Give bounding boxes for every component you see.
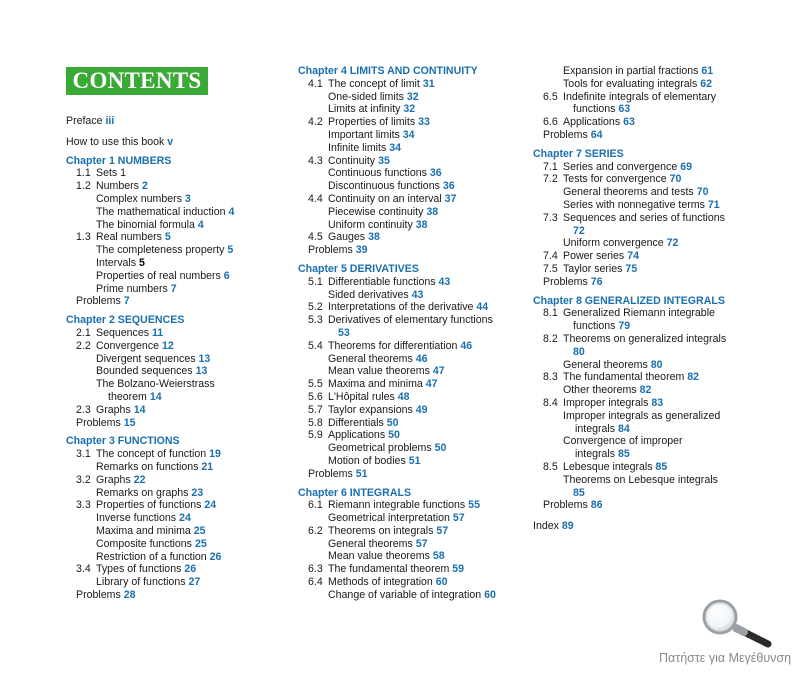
toc-section[interactable]: 4.3 Continuity 35 [308, 154, 390, 167]
toc-problems[interactable]: Problems 28 [76, 588, 136, 601]
toc-section[interactable]: 2.2 Convergence 12 [76, 339, 174, 352]
toc-subsection[interactable]: The Bolzano-Weierstrass [96, 378, 215, 391]
toc-section[interactable]: 7.1 Series and convergence 69 [543, 160, 693, 173]
toc-subsection-continued[interactable]: integrals 85 [575, 448, 630, 461]
toc-subsection[interactable]: Theorems on Lebesque integrals [563, 473, 718, 486]
toc-section[interactable]: 2.3 Graphs 14 [76, 403, 146, 416]
toc-subsection[interactable]: Geometrical problems 50 [328, 442, 447, 455]
chapter-title[interactable]: Chapter 1 NUMBERS [66, 154, 172, 167]
toc-column-2 [298, 65, 528, 602]
chapter-title[interactable]: Chapter 7 SERIES [533, 147, 624, 160]
toc-section[interactable]: 2.1 Sequences 11 [76, 326, 164, 339]
toc-column-3 [533, 65, 773, 533]
toc-entry-preface[interactable]: Preface iii [66, 115, 115, 127]
chapter-title[interactable]: Chapter 2 SEQUENCES [66, 314, 185, 327]
toc-subsection[interactable]: Uniform convergence 72 [563, 237, 679, 250]
toc-section[interactable]: 3.3 Properties of functions 24 [76, 499, 217, 512]
toc-problems[interactable]: Problems 86 [543, 499, 603, 512]
toc-subsection[interactable]: Library of functions 27 [96, 576, 201, 589]
toc-subsection[interactable]: Mean value theorems 47 [328, 365, 445, 378]
toc-problems[interactable]: Problems 64 [543, 128, 603, 141]
toc-section[interactable]: 5.8 Differentials 50 [308, 416, 399, 429]
toc-section[interactable]: 8.3 The fundamental theorem 82 [543, 371, 700, 384]
toc-section[interactable]: 5.5 Maxima and minima 47 [308, 378, 438, 391]
toc-section[interactable]: 5.4 Theorems for differentiation 46 [308, 339, 473, 352]
toc-section[interactable]: 1.1 Sets 1 [76, 167, 127, 180]
toc-subsection[interactable]: Continuous functions 36 [328, 167, 442, 180]
toc-subsection[interactable]: General theorems and tests 70 [563, 186, 709, 199]
toc-subsection[interactable]: Tools for evaluating integrals 62 [563, 77, 713, 90]
toc-subsection[interactable]: The completeness property 5 [96, 244, 234, 257]
toc-section[interactable]: 5.7 Taylor expansions 49 [308, 403, 428, 416]
toc-subsection[interactable]: Other theorems 82 [563, 384, 652, 397]
toc-subsection[interactable]: Properties of real numbers 6 [96, 269, 230, 282]
toc-section-continued[interactable]: functions 79 [573, 320, 631, 333]
toc-section[interactable]: 7.2 Tests for convergence 70 [543, 173, 682, 186]
toc-subsection[interactable]: Discontinuous functions 36 [328, 180, 455, 193]
toc-section[interactable]: 1.3 Real numbers 5 [76, 231, 171, 244]
toc-subsection[interactable]: Complex numbers 3 [96, 192, 191, 205]
toc-section[interactable]: 4.2 Properties of limits 33 [308, 116, 430, 129]
contents-banner: CONTENTS [66, 67, 208, 95]
toc-subsection[interactable]: Maxima and minima 25 [96, 524, 206, 537]
toc-subsection[interactable]: Expansion in partial fractions 61 [563, 65, 714, 77]
toc-section[interactable]: 6.3 The fundamental theorem 59 [308, 563, 465, 576]
toc-section-continued[interactable]: 53 [338, 326, 350, 339]
toc-subsection[interactable]: Improper integrals as generalized [563, 409, 721, 422]
toc-section[interactable]: 4.4 Continuity on an interval 37 [308, 192, 457, 205]
toc-section[interactable]: 1.2 Numbers 2 [76, 180, 148, 193]
toc-subsection[interactable]: Intervals 5 [96, 256, 145, 269]
toc-section[interactable]: 6.2 Theorems on integrals 57 [308, 524, 449, 537]
toc-subsection[interactable]: Sided derivatives 43 [328, 288, 424, 301]
toc-subsection-continued[interactable]: 85 [573, 486, 585, 499]
toc-subsection[interactable]: General theorems 57 [328, 537, 428, 550]
toc-subsection[interactable]: Bounded sequences 13 [96, 365, 208, 378]
toc-subsection[interactable]: Remarks on graphs 23 [96, 486, 204, 499]
toc-subsection[interactable]: Infinite limits 34 [328, 141, 402, 154]
toc-subsection[interactable]: Divergent sequences 13 [96, 352, 211, 365]
toc-subsection[interactable]: Prime numbers 7 [96, 282, 177, 295]
toc-subsection-continued[interactable]: theorem 14 [108, 390, 162, 403]
toc-section[interactable]: 5.3 Derivatives of elementary functions [308, 314, 493, 327]
toc-section[interactable]: 3.1 The concept of function 19 [76, 448, 221, 461]
toc-subsection[interactable]: Inverse functions 24 [96, 512, 191, 525]
toc-section[interactable]: 6.4 Methods of integration 60 [308, 576, 448, 589]
toc-problems[interactable]: Problems 51 [308, 467, 368, 480]
chapter-title[interactable]: Chapter 8 GENERALIZED INTEGRALS [533, 294, 725, 307]
toc-column-1 [66, 115, 291, 602]
toc-subsection[interactable]: The mathematical induction 4 [96, 205, 235, 218]
toc-subsection[interactable]: Important limits 34 [328, 128, 415, 141]
toc-entry-howto[interactable]: How to use this book v [66, 135, 174, 148]
toc-subsection[interactable]: Change of variable of integration 60 [328, 588, 496, 601]
toc-section-continued[interactable]: functions 63 [573, 103, 631, 116]
toc-subsection[interactable]: Remarks on functions 21 [96, 460, 214, 473]
toc-problems[interactable]: Problems 76 [543, 275, 603, 288]
toc-subsection[interactable]: One-sided limits 32 [328, 90, 419, 103]
toc-subsection[interactable]: Restriction of a function 26 [96, 550, 222, 563]
toc-section[interactable]: 8.2 Theorems on generalized integrals [543, 332, 727, 345]
toc-section[interactable]: 4.5 Gauges 38 [308, 231, 380, 244]
toc-problems[interactable]: Problems 15 [76, 416, 136, 429]
toc-section[interactable]: 6.5 Indefinite integrals of elementary [543, 90, 717, 103]
toc-subsection[interactable]: Motion of bodies 51 [328, 454, 421, 467]
toc-section[interactable]: 5.6 L'Hôpital rules 48 [308, 390, 410, 403]
toc-subsection[interactable]: Composite functions 25 [96, 537, 207, 550]
toc-section[interactable]: 3.2 Graphs 22 [76, 473, 146, 486]
toc-section-continued[interactable]: 80 [573, 345, 585, 358]
toc-section-continued[interactable]: 72 [573, 224, 585, 237]
toc-subsection[interactable]: Series with nonnegative terms 71 [563, 198, 720, 211]
chapter-title[interactable]: Chapter 4 LIMITS AND CONTINUITY [298, 65, 478, 77]
chapter-title[interactable]: Chapter 6 INTEGRALS [298, 486, 412, 499]
toc-subsection[interactable]: Piecewise continuity 38 [328, 205, 439, 218]
toc-subsection[interactable]: General theorems 80 [563, 358, 663, 371]
toc-section[interactable]: 8.5 Lebesque integrals 85 [543, 460, 668, 473]
toc-subsection[interactable]: The binomial formula 4 [96, 218, 204, 231]
toc-section[interactable]: 3.4 Types of functions 26 [76, 563, 197, 576]
toc-subsection-continued[interactable]: integrals 84 [575, 422, 630, 435]
toc-section[interactable]: 5.1 Differentiable functions 43 [308, 275, 451, 288]
toc-subsection[interactable]: Limits at infinity 32 [328, 103, 416, 116]
toc-section[interactable]: 4.1 The concept of limit 31 [308, 77, 435, 90]
zoom-link[interactable]: Πατήστε για Μεγέθυνση [659, 651, 792, 665]
toc-subsection[interactable]: Uniform continuity 38 [328, 218, 428, 231]
toc-section[interactable]: 8.4 Improper integrals 83 [543, 396, 664, 409]
toc-subsection[interactable]: General theorems 46 [328, 352, 428, 365]
toc-section[interactable]: 7.4 Power series 74 [543, 250, 639, 263]
toc-section[interactable]: 8.1 Generalized Riemann integrable [543, 307, 715, 320]
toc-subsection[interactable]: Convergence of improper [563, 435, 683, 448]
chapter-title[interactable]: Chapter 5 DERIVATIVES [298, 262, 419, 275]
chapter-title[interactable]: Chapter 3 FUNCTIONS [66, 435, 180, 448]
toc-subsection[interactable]: Mean value theorems 58 [328, 550, 445, 563]
toc-section[interactable]: 7.5 Taylor series 75 [543, 262, 638, 275]
toc-section[interactable]: 5.2 Interpretations of the derivative 44 [308, 301, 489, 314]
toc-subsection[interactable]: Geometrical interpretation 57 [328, 512, 465, 525]
toc-section[interactable]: 7.3 Sequences and series of functions [543, 211, 725, 224]
toc-section[interactable]: 6.1 Riemann integrable functions 55 [308, 499, 480, 512]
magnifier-icon[interactable] [698, 598, 776, 650]
toc-problems[interactable]: Problems 7 [76, 295, 130, 308]
toc-section[interactable]: 6.6 Applications 63 [543, 116, 635, 129]
toc-section[interactable]: 5.9 Applications 50 [308, 429, 400, 442]
toc-problems[interactable]: Problems 39 [308, 244, 368, 257]
toc-entry-index[interactable]: Index 89 [533, 520, 574, 533]
